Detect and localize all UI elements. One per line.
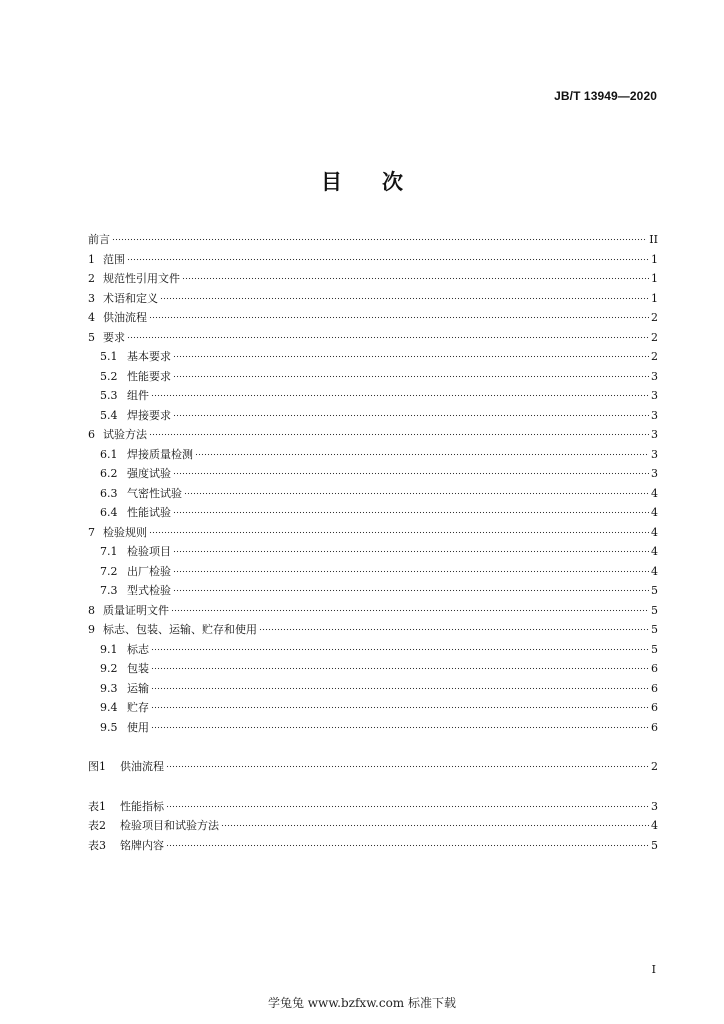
toc-entry[interactable] bbox=[100, 344, 658, 363]
toc-entry[interactable] bbox=[100, 403, 658, 422]
toc-dot-leader bbox=[173, 578, 649, 594]
toc-dot-leader bbox=[166, 833, 649, 849]
toc-entry-number: 9.3 bbox=[100, 681, 118, 695]
toc-entry-page: 2 bbox=[651, 350, 658, 363]
toc-dot-leader bbox=[149, 520, 649, 536]
toc-dot-leader bbox=[149, 422, 649, 438]
toc-entry[interactable] bbox=[88, 520, 658, 539]
toc-dot-leader bbox=[166, 794, 649, 810]
toc-entry-label: 焊接质量检测 bbox=[127, 447, 193, 461]
toc-entry-label: 型式检验 bbox=[127, 584, 171, 597]
toc-entry-page: 2 bbox=[651, 330, 658, 344]
toc-entry-label: 供油流程 bbox=[120, 760, 164, 773]
page-number: I bbox=[651, 963, 656, 976]
toc-dot-leader bbox=[184, 481, 649, 497]
toc-entry-page: 5 bbox=[651, 838, 658, 852]
toc-entry[interactable] bbox=[100, 500, 658, 519]
toc-dot-leader bbox=[259, 617, 649, 633]
toc-entry-page: 4 bbox=[651, 506, 658, 519]
toc-entry-number: 5.4 bbox=[100, 408, 118, 422]
toc-entry-number: 9.5 bbox=[100, 720, 118, 734]
toc-entry-number: 9 bbox=[88, 623, 95, 636]
toc-entry-page: 1 bbox=[651, 252, 658, 266]
toc-entry-page: 1 bbox=[651, 291, 658, 305]
toc-dot-leader bbox=[127, 325, 649, 341]
toc-dot-leader bbox=[160, 286, 649, 302]
toc-entry-number: 6 bbox=[88, 428, 95, 441]
toc-entry[interactable] bbox=[88, 754, 658, 773]
toc-entry-number: 表3 bbox=[88, 838, 106, 852]
watermark-text: 学兔兔 www.bzfxw.com 标准下载 bbox=[267, 996, 457, 1010]
toc-entry-page: 3 bbox=[651, 467, 658, 480]
toc-dot-leader bbox=[221, 813, 649, 829]
toc-entry-page: 5 bbox=[651, 642, 658, 656]
toc-entry-number: 6.1 bbox=[100, 447, 118, 461]
toc-entry-page: 5 bbox=[651, 623, 658, 636]
toc-entry-number: 表2 bbox=[88, 819, 106, 832]
toc-entry-number: 5.3 bbox=[100, 389, 118, 402]
toc-entry-label: 基本要求 bbox=[127, 350, 171, 363]
toc-entry-page: 6 bbox=[651, 681, 658, 695]
toc-dot-leader bbox=[182, 266, 649, 282]
toc-entry-number: 8 bbox=[88, 603, 95, 617]
toc-entry-number: 6.3 bbox=[100, 486, 118, 500]
toc-entry-page: 3 bbox=[651, 369, 658, 383]
toc-entry[interactable] bbox=[100, 481, 658, 500]
toc-entry-label: 检验规则 bbox=[103, 525, 147, 539]
toc-entry-page: 3 bbox=[651, 408, 658, 422]
toc-entry-label: 强度试验 bbox=[127, 467, 171, 480]
toc-dot-leader bbox=[151, 695, 649, 711]
toc-entry-number: 7.2 bbox=[100, 564, 118, 578]
toc-entry[interactable] bbox=[88, 227, 658, 246]
toc-entry-label: 质量证明文件 bbox=[103, 603, 169, 617]
toc-entry-page: 4 bbox=[651, 819, 658, 832]
toc-entry[interactable] bbox=[100, 676, 658, 695]
toc-entry-label: 标志 bbox=[127, 642, 149, 656]
toc-entry[interactable] bbox=[88, 617, 658, 636]
toc-entry-label: 性能要求 bbox=[127, 369, 171, 383]
toc-entry-label: 出厂检验 bbox=[127, 564, 171, 578]
document-code: JB/T 13949—2020 bbox=[554, 89, 657, 103]
toc-dot-leader bbox=[151, 715, 649, 731]
toc-entry-page: 6 bbox=[651, 701, 658, 714]
toc-entry[interactable] bbox=[100, 695, 658, 714]
toc-entry[interactable] bbox=[100, 559, 658, 578]
toc-entry[interactable] bbox=[88, 247, 658, 266]
toc-entry-label: 术语和定义 bbox=[103, 291, 158, 305]
toc-entry-label: 气密性试验 bbox=[127, 486, 182, 500]
toc-entry-page: 2 bbox=[651, 311, 658, 324]
toc-entry-page: 3 bbox=[651, 389, 658, 402]
toc-dot-leader bbox=[173, 539, 649, 555]
toc-entry-page: 3 bbox=[651, 447, 658, 461]
toc-dot-leader bbox=[149, 305, 649, 321]
toc-entry-label: 包装 bbox=[127, 662, 149, 675]
toc-dot-leader bbox=[173, 500, 649, 516]
toc-entry-page: 1 bbox=[651, 272, 658, 285]
toc-entry-number: 7.1 bbox=[100, 545, 118, 558]
toc-entry[interactable] bbox=[100, 637, 658, 656]
toc-entry-number: 图1 bbox=[88, 760, 106, 773]
toc-entry-label: 铭牌内容 bbox=[120, 838, 164, 852]
toc-entry-page: 6 bbox=[651, 720, 658, 734]
toc-entry-page: 3 bbox=[651, 799, 658, 813]
toc-entry-label: 前言 bbox=[88, 233, 110, 246]
toc-dot-leader bbox=[173, 461, 649, 477]
toc-entry-number: 9.4 bbox=[100, 701, 118, 714]
toc-entry-number: 7 bbox=[88, 525, 95, 539]
toc-dot-leader bbox=[151, 676, 649, 692]
toc-entry[interactable] bbox=[100, 442, 658, 461]
toc-entry-label: 运输 bbox=[127, 681, 149, 695]
toc-entry-page: 4 bbox=[651, 564, 658, 578]
toc-entry[interactable] bbox=[88, 266, 658, 285]
toc-dot-leader bbox=[195, 442, 649, 458]
toc-entry[interactable] bbox=[100, 656, 658, 675]
toc-dot-leader bbox=[173, 403, 649, 419]
toc-dot-leader bbox=[166, 754, 649, 770]
toc-entry[interactable] bbox=[100, 578, 658, 597]
toc-entry-page: 4 bbox=[651, 486, 658, 500]
toc-entry-page: 5 bbox=[651, 603, 658, 617]
toc-dot-leader bbox=[151, 656, 649, 672]
toc-entry-number: 5.2 bbox=[100, 369, 118, 383]
toc-entry-page: 3 bbox=[651, 428, 658, 441]
toc-entry-number: 5 bbox=[88, 330, 95, 344]
toc-entry-page: 4 bbox=[651, 525, 658, 539]
title-part-2: 次 bbox=[382, 170, 403, 194]
toc-entry[interactable] bbox=[88, 794, 658, 813]
toc-entry[interactable] bbox=[88, 305, 658, 324]
toc-entry-page: 2 bbox=[651, 760, 658, 773]
toc-dot-leader bbox=[151, 383, 649, 399]
toc-entry-page: 6 bbox=[651, 662, 658, 675]
toc-dot-leader bbox=[151, 637, 649, 653]
toc-entry[interactable] bbox=[100, 364, 658, 383]
toc-entry-label: 要求 bbox=[103, 330, 125, 344]
toc-dot-leader bbox=[127, 247, 649, 263]
toc-entry-label: 规范性引用文件 bbox=[103, 272, 180, 285]
toc-entry-page: 4 bbox=[651, 545, 658, 558]
toc-entry-number: 7.3 bbox=[100, 584, 118, 597]
toc-entry[interactable] bbox=[88, 325, 658, 344]
toc-entry-number: 9.1 bbox=[100, 642, 118, 656]
toc-entry-number: 1 bbox=[88, 252, 95, 266]
toc-dot-leader bbox=[173, 364, 649, 380]
toc-entry-label: 试验方法 bbox=[103, 428, 147, 441]
toc-entry[interactable] bbox=[88, 422, 658, 441]
toc-dot-leader bbox=[173, 344, 649, 360]
toc-entry-label: 标志、包装、运输、贮存和使用 bbox=[103, 623, 257, 636]
toc-entry-label: 贮存 bbox=[127, 701, 149, 714]
toc-entry[interactable] bbox=[100, 461, 658, 480]
toc-entry-number: 9.2 bbox=[100, 662, 118, 675]
toc-entry-label: 检验项目 bbox=[127, 545, 171, 558]
toc-entry-label: 组件 bbox=[127, 389, 149, 402]
toc-entry-label: 使用 bbox=[127, 720, 149, 734]
toc-entry-number: 2 bbox=[88, 272, 95, 285]
toc-entry[interactable] bbox=[88, 813, 658, 832]
toc-dot-leader bbox=[112, 227, 647, 243]
toc-entry-number: 4 bbox=[88, 311, 95, 324]
toc-dot-leader bbox=[173, 559, 649, 575]
toc-entry[interactable] bbox=[100, 383, 658, 402]
toc-entry-number: 6.4 bbox=[100, 506, 118, 519]
toc-entry-number: 6.2 bbox=[100, 467, 118, 480]
toc-entry-number: 5.1 bbox=[100, 350, 118, 363]
toc-entry[interactable] bbox=[100, 539, 658, 558]
toc-entry-page: II bbox=[649, 233, 658, 246]
toc-entry-label: 性能指标 bbox=[120, 799, 164, 813]
toc-entry[interactable] bbox=[88, 598, 658, 617]
toc-entry-label: 检验项目和试验方法 bbox=[120, 819, 219, 832]
toc-dot-leader bbox=[171, 598, 649, 614]
toc-entry-number: 3 bbox=[88, 291, 95, 305]
toc-entry-label: 范围 bbox=[103, 252, 125, 266]
toc-entry-label: 供油流程 bbox=[103, 311, 147, 324]
toc-entry[interactable] bbox=[88, 833, 658, 852]
toc-entry-label: 焊接要求 bbox=[127, 408, 171, 422]
title-part-1: 目 bbox=[321, 170, 342, 194]
toc-entry-number: 表1 bbox=[88, 799, 106, 813]
toc-entry[interactable] bbox=[100, 715, 658, 734]
toc-entry-page: 5 bbox=[651, 584, 658, 597]
toc-entry[interactable] bbox=[88, 286, 658, 305]
toc-entry-label: 性能试验 bbox=[127, 506, 171, 519]
